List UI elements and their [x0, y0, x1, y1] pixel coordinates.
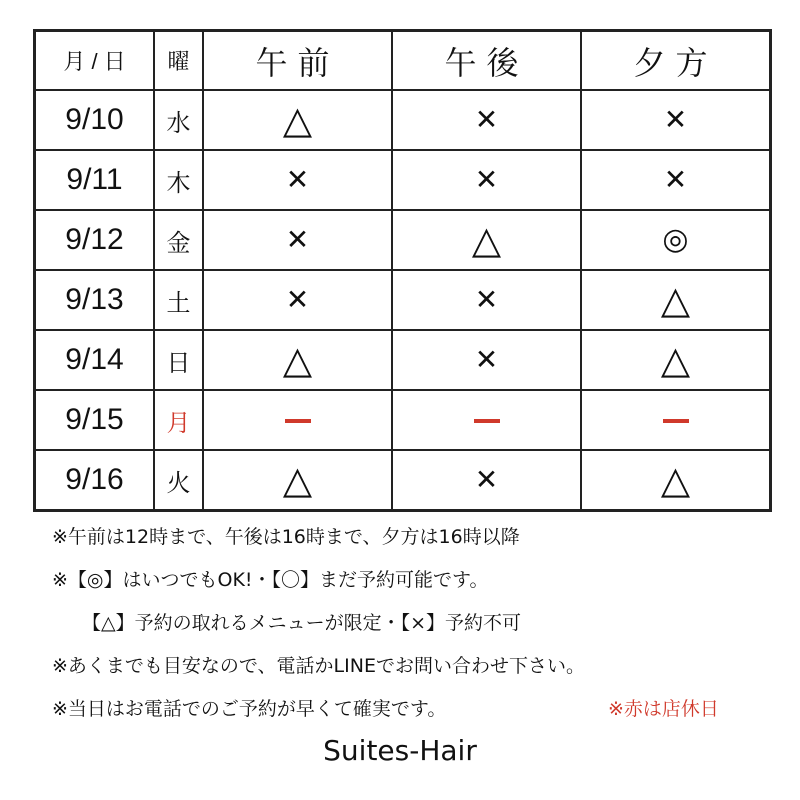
note-symbol-legend-1: ※【◎】はいつでもOK!・【〇】まだ予約可能です。 [52, 569, 489, 591]
weekday-cell: 日 [154, 330, 203, 390]
schedule-row [35, 450, 771, 511]
triangle-icon: △ [660, 278, 691, 322]
triangle-icon: △ [282, 338, 313, 382]
afternoon-slot-cell [392, 450, 581, 511]
cross-icon: ✕ [285, 283, 310, 316]
header-afternoon: 午後 [392, 31, 581, 91]
schedule-row [35, 90, 771, 150]
date-cell: 9/14 [35, 330, 155, 390]
header-weekday: 曜 [154, 31, 203, 91]
evening-slot-cell [581, 270, 771, 330]
schedule-table [33, 29, 772, 512]
brand-name: Suites-Hair [323, 734, 477, 767]
cross-icon: ✕ [474, 103, 499, 136]
date-cell: 9/11 [35, 150, 155, 210]
morning-slot-cell [203, 450, 392, 511]
morning-slot-cell [203, 270, 392, 330]
afternoon-slot-cell [392, 210, 581, 270]
closed-dash-icon [474, 419, 500, 423]
date-cell: 9/10 [35, 90, 155, 150]
date-cell: 9/13 [35, 270, 155, 330]
date-cell: 9/15 [35, 390, 155, 450]
note-symbol-legend-2: 【△】予約の取れるメニューが限定・【×】予約不可 [82, 612, 522, 634]
afternoon-slot-cell [392, 270, 581, 330]
weekday-cell: 土 [154, 270, 203, 330]
cross-icon: ✕ [474, 343, 499, 376]
schedule-row [35, 270, 771, 330]
header-date: 月 / 日 [35, 31, 155, 91]
schedule-row [35, 210, 771, 270]
morning-slot-cell [203, 330, 392, 390]
evening-slot-cell [581, 90, 771, 150]
evening-slot-cell [581, 150, 771, 210]
note-contact: ※あくまでも目安なので、電話かLINEでお問い合わせ下さい。 [52, 655, 585, 677]
closed-dash-icon [285, 419, 311, 423]
cross-icon: ✕ [285, 223, 310, 256]
cross-icon: ✕ [474, 463, 499, 496]
evening-slot-cell [581, 390, 771, 450]
weekday-cell: 火 [154, 450, 203, 511]
note-same-day: ※当日はお電話でのご予約が早くて確実です。 [52, 698, 447, 720]
date-cell: 9/16 [35, 450, 155, 511]
afternoon-slot-cell [392, 150, 581, 210]
morning-slot-cell [203, 390, 392, 450]
weekday-cell: 木 [154, 150, 203, 210]
note-holiday: ※赤は店休日 [608, 698, 719, 720]
cross-icon: ✕ [285, 163, 310, 196]
weekday-cell: 金 [154, 210, 203, 270]
triangle-icon: △ [282, 98, 313, 142]
triangle-icon: △ [282, 458, 313, 502]
evening-slot-cell [581, 210, 771, 270]
header-row [35, 31, 771, 91]
header-evening: 夕方 [581, 31, 771, 91]
schedule-row [35, 150, 771, 210]
afternoon-slot-cell [392, 330, 581, 390]
schedule-body [35, 90, 771, 511]
evening-slot-cell [581, 330, 771, 390]
weekday-cell: 月 [154, 390, 203, 450]
note-time-slots: ※午前は12時まで、午後は16時まで、夕方は16時以降 [52, 526, 520, 548]
schedule-row [35, 390, 771, 450]
schedule-row [35, 330, 771, 390]
cross-icon: ✕ [474, 163, 499, 196]
afternoon-slot-cell [392, 90, 581, 150]
triangle-icon: △ [660, 458, 691, 502]
cross-icon: ✕ [663, 103, 688, 136]
morning-slot-cell [203, 150, 392, 210]
closed-dash-icon [663, 419, 689, 423]
morning-slot-cell [203, 90, 392, 150]
morning-slot-cell [203, 210, 392, 270]
triangle-icon: △ [660, 338, 691, 382]
triangle-icon: △ [471, 218, 502, 262]
afternoon-slot-cell [392, 390, 581, 450]
date-cell: 9/12 [35, 210, 155, 270]
double-circle-icon: ◎ [662, 222, 689, 257]
weekday-cell: 水 [154, 90, 203, 150]
evening-slot-cell [581, 450, 771, 511]
cross-icon: ✕ [663, 163, 688, 196]
cross-icon: ✕ [474, 283, 499, 316]
header-morning: 午前 [203, 31, 392, 91]
